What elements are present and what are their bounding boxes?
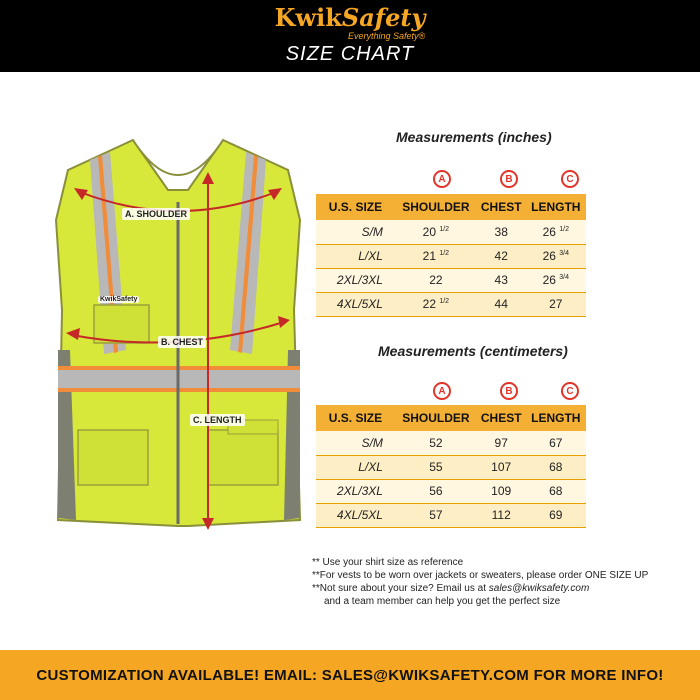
cm-table-title: Measurements (centimeters) bbox=[378, 343, 568, 359]
header bbox=[0, 0, 700, 72]
shoulder-label: A. SHOULDER bbox=[122, 208, 190, 220]
shoulder-cell: 22 $^{1/2}$ bbox=[395, 292, 477, 316]
email-link[interactable]: sales@kwiksafety.com bbox=[488, 583, 590, 594]
size-cell: L/XL bbox=[316, 455, 395, 479]
col-header-size: U.S. SIZE bbox=[316, 194, 395, 220]
length-cell: 67 bbox=[526, 431, 586, 455]
col-header-chest: CHEST bbox=[477, 194, 526, 220]
chest-cell: 112 bbox=[477, 503, 526, 527]
inches-table bbox=[316, 194, 586, 317]
brand-safety: Safety bbox=[341, 3, 426, 32]
table-row bbox=[316, 268, 586, 292]
chest-cell: 38 bbox=[477, 220, 526, 244]
note-shirt-size: ** Use your shirt size as reference bbox=[312, 557, 464, 568]
chest-cell: 44 bbox=[477, 292, 526, 316]
brand-logo bbox=[0, 4, 700, 32]
length-cell: 26 $^{3/4}$ bbox=[526, 244, 586, 268]
col-header-shoulder: SHOULDER bbox=[395, 194, 477, 220]
length-cell: 68 bbox=[526, 455, 586, 479]
length-cell: 26 $^{3/4}$ bbox=[526, 268, 586, 292]
vest-drawing bbox=[38, 130, 318, 540]
shoulder-cell: 55 bbox=[395, 455, 477, 479]
badge-c-cm: C bbox=[561, 382, 579, 400]
length-cell: 26 $^{1/2}$ bbox=[526, 220, 586, 244]
page-title: SIZE CHART bbox=[285, 43, 415, 65]
size-cell: 4XL/5XL bbox=[316, 503, 395, 527]
size-cell: S/M bbox=[316, 431, 395, 455]
table-row bbox=[316, 455, 586, 479]
note-team-help: and a team member can help you get the perfect size bbox=[324, 596, 561, 607]
size-cell: 4XL/5XL bbox=[316, 292, 395, 316]
brand-kwik: Kwik bbox=[274, 3, 342, 32]
length-label: C. LENGTH bbox=[190, 414, 245, 426]
notes bbox=[312, 556, 692, 608]
chest-cell: 109 bbox=[477, 479, 526, 503]
col-header-size: U.S. SIZE bbox=[316, 405, 395, 431]
size-cell: S/M bbox=[316, 220, 395, 244]
shoulder-cell: 22 bbox=[395, 268, 477, 292]
shoulder-cell: 57 bbox=[395, 503, 477, 527]
length-cell: 27 bbox=[526, 292, 586, 316]
pocket-lower-left bbox=[78, 430, 148, 485]
size-cell: 2XL/3XL bbox=[316, 268, 395, 292]
table-header-row bbox=[316, 194, 586, 220]
shoulder-cell: 52 bbox=[395, 431, 477, 455]
inches-table-title: Measurements (inches) bbox=[396, 129, 552, 145]
chest-label: B. CHEST bbox=[158, 336, 206, 348]
length-cell: 68 bbox=[526, 479, 586, 503]
col-header-chest: CHEST bbox=[477, 405, 526, 431]
col-header-shoulder: SHOULDER bbox=[395, 405, 477, 431]
chest-cell: 97 bbox=[477, 431, 526, 455]
pocket-tag: KwikSafety bbox=[100, 296, 138, 303]
badge-a-inches: A bbox=[433, 170, 451, 188]
badge-b-inches: B bbox=[500, 170, 518, 188]
badge-b-cm: B bbox=[500, 382, 518, 400]
col-header-length: LENGTH bbox=[526, 405, 586, 431]
chest-cell: 42 bbox=[477, 244, 526, 268]
badge-a-cm: A bbox=[433, 382, 451, 400]
note-email: **Not sure about your size? Email us at sales@kwiksafety.com bbox=[312, 583, 590, 594]
table-row bbox=[316, 220, 586, 244]
table-row bbox=[316, 431, 586, 455]
cm-table bbox=[316, 405, 586, 528]
table-row bbox=[316, 503, 586, 527]
table-header-row bbox=[316, 405, 586, 431]
size-cell: 2XL/3XL bbox=[316, 479, 395, 503]
chest-cell: 43 bbox=[477, 268, 526, 292]
vest-illustration bbox=[38, 130, 318, 540]
shoulder-cell: 56 bbox=[395, 479, 477, 503]
brand-tagline: Everything Safety® bbox=[348, 31, 426, 41]
col-header-length: LENGTH bbox=[526, 194, 586, 220]
footer-text: CUSTOMIZATION AVAILABLE! EMAIL: SALES@KWIKSAFETY.COM FOR MORE INFO! bbox=[36, 666, 664, 684]
shoulder-cell: 20 $^{1/2}$ bbox=[395, 220, 477, 244]
pocket-chest-left bbox=[94, 305, 149, 343]
size-cell: L/XL bbox=[316, 244, 395, 268]
badge-c-inches: C bbox=[561, 170, 579, 188]
footer-banner bbox=[0, 650, 700, 700]
chest-cell: 107 bbox=[477, 455, 526, 479]
note-size-up: **For vests to be worn over jackets or sweaters, please order ONE SIZE UP bbox=[312, 570, 649, 581]
table-row bbox=[316, 244, 586, 268]
pocket-lower-right bbox=[208, 430, 278, 485]
length-cell: 69 bbox=[526, 503, 586, 527]
shoulder-cell: 21 $^{1/2}$ bbox=[395, 244, 477, 268]
table-row bbox=[316, 479, 586, 503]
table-row bbox=[316, 292, 586, 316]
